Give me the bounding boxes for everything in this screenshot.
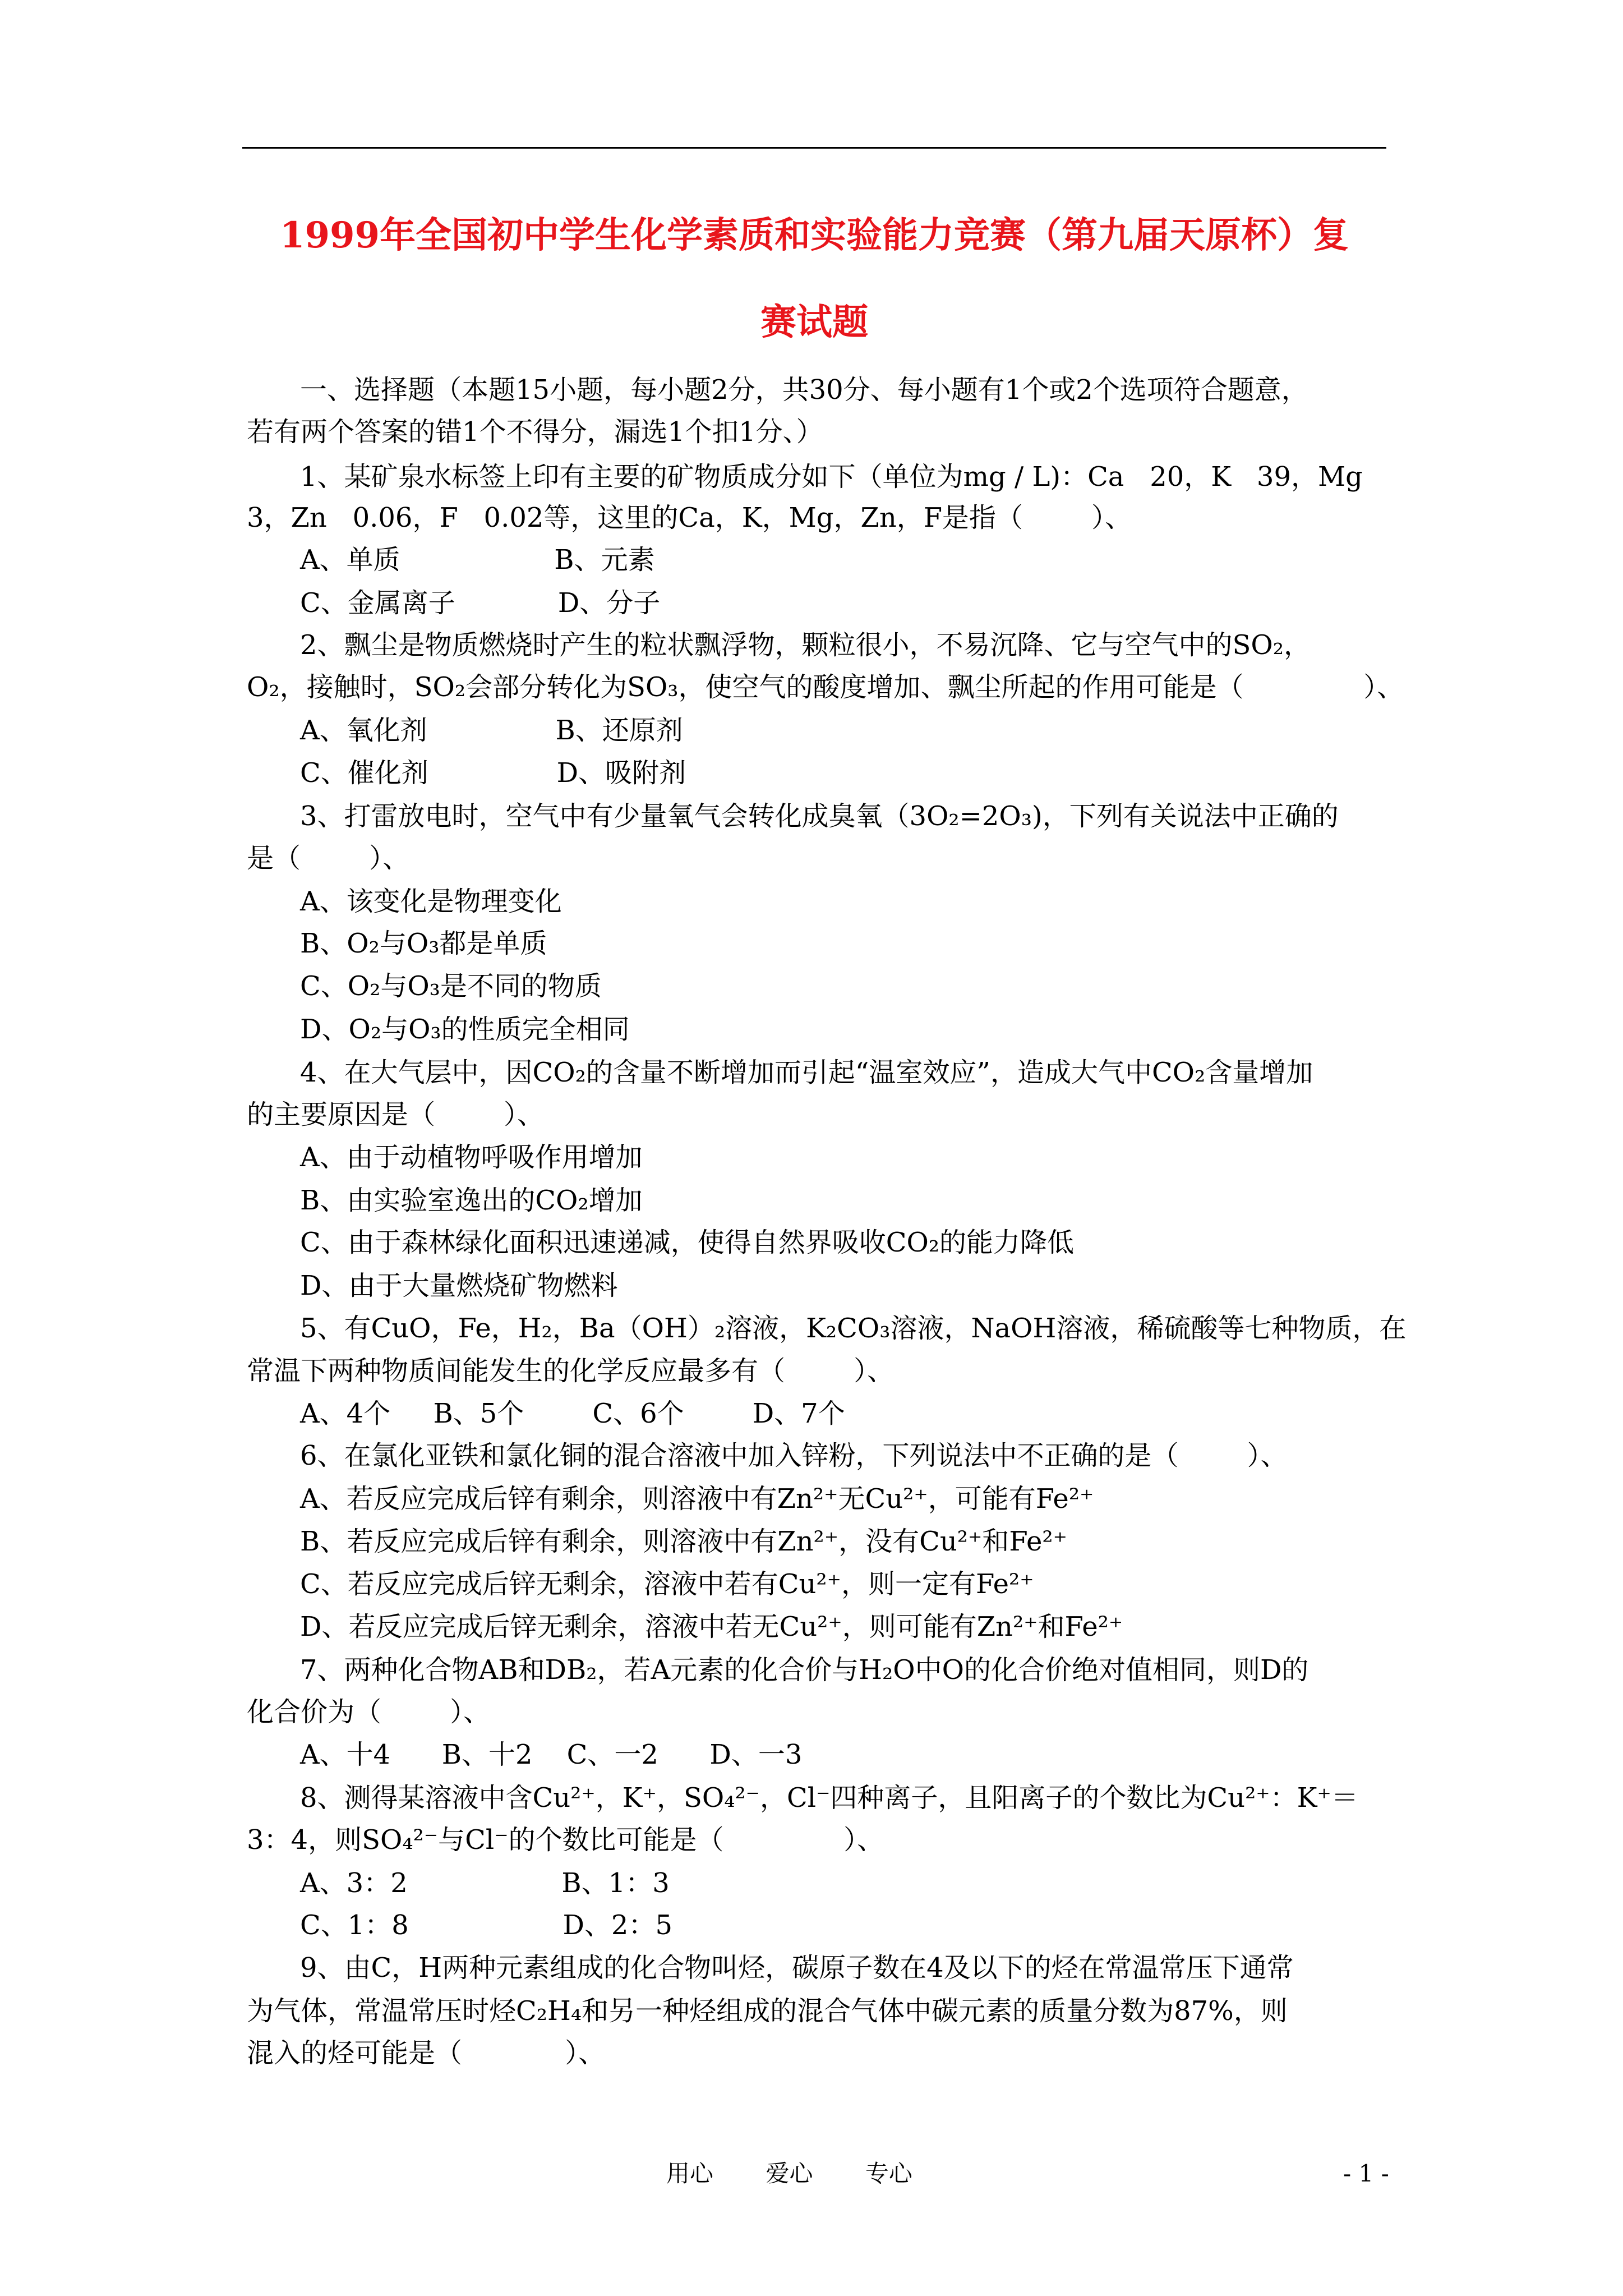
body-line: C、若反应完成后锌无剩余，溶液中若有Cu²⁺，则一定有Fe²⁺	[300, 1568, 1034, 1600]
body-line: 2、飘尘是物质燃烧时产生的粒状飘浮物，颗粒很小，不易沉降、它与空气中的SO₂，	[300, 629, 1311, 661]
body-line: D、O₂与O₃的性质完全相同	[300, 1014, 630, 1045]
body-line: A、由于动植物呼吸作用增加	[300, 1142, 643, 1173]
body-line: A、单质 B、元素	[300, 544, 655, 576]
body-line: A、氧化剂 B、还原剂	[300, 715, 683, 746]
body-line: C、催化剂 D、吸附剂	[300, 757, 686, 789]
body-line: C、由于森林绿化面积迅速递减，使得自然界吸收CO₂的能力降低	[300, 1227, 1075, 1258]
body-line: A、3：2 B、1：3	[300, 1867, 670, 1899]
body-line: C、O₂与O₃是不同的物质	[300, 970, 602, 1002]
body-line: A、十4 B、十2 C、一2 D、一3	[300, 1739, 803, 1770]
body-line: 为气体，常温常压时烃C₂H₄和另一种烃组成的混合气体中碳元素的质量分数为87%，则	[247, 1995, 1288, 2027]
body-line: 1、某矿泉水标签上印有主要的矿物质成分如下（单位为mg / L)：Ca 20，K 39，Mg	[300, 461, 1363, 493]
body-line: A、4个 B、5个 C、6个 D、7个	[300, 1398, 845, 1429]
body-line: 3，Zn 0.06，F 0.02等，这里的Ca，K，Mg，Zn，F是指（ ）、	[247, 502, 1132, 533]
body-line: 3：4，则SO₄²⁻与Cl⁻的个数比可能是（ ）、	[247, 1824, 884, 1856]
body-line: B、由实验室逸出的CO₂增加	[300, 1185, 643, 1216]
body-line: 4、在大气层中，因CO₂的含量不断增加而引起“温室效应”，造成大气中CO₂含量增加	[300, 1057, 1313, 1088]
body-line: D、由于大量燃烧矿物燃料	[300, 1270, 618, 1301]
document-title-line-2: 赛试题	[760, 301, 868, 343]
body-line: A、若反应完成后锌有剩余，则溶液中有Zn²⁺无Cu²⁺，可能有Fe²⁺	[300, 1483, 1094, 1515]
footer-motto: 用心 爱心 专心	[666, 2160, 912, 2187]
body-line: 的主要原因是（ ）、	[247, 1099, 545, 1130]
body-line: 5、有CuO，Fe，H₂，Ba（OH）₂溶液，K₂CO₃溶液，NaOH溶液，稀硫酸等七种物质，在	[300, 1313, 1407, 1344]
page-number: - 1 -	[1343, 2160, 1389, 2187]
header-rule	[242, 147, 1386, 149]
body-line: C、1：8 D、2：5	[300, 1910, 673, 1941]
body-line: 混入的烃可能是（ ）、	[247, 2037, 606, 2069]
body-line: 常温下两种物质间能发生的化学反应最多有（ ）、	[247, 1355, 895, 1387]
body-line: B、O₂与O₃都是单质	[300, 928, 547, 959]
body-line: 是（ ）、	[247, 843, 410, 874]
body-line: 一、选择题（本题15小题，每小题2分，共30分、每小题有1个或2个选项符合题意，	[300, 374, 1308, 406]
body-line: D、若反应完成后锌无剩余，溶液中若无Cu²⁺，则可能有Zn²⁺和Fe²⁺	[300, 1611, 1123, 1642]
body-line: 9、由C，H两种元素组成的化合物叫烃，碳原子数在4及以下的烃在常温常压下通常	[300, 1952, 1294, 1984]
body-line: C、金属离子 D、分子	[300, 587, 661, 619]
body-line: 7、两种化合物AB和DB₂，若A元素的化合价与H₂O中O的化合价绝对值相同，则D的	[300, 1654, 1309, 1686]
body-line: 8、测得某溶液中含Cu²⁺，K⁺，SO₄²⁻，Cl⁻四种离子，且阳离子的个数比为Cu²⁺：K⁺＝	[300, 1782, 1358, 1814]
body-line: A、该变化是物理变化	[300, 886, 562, 917]
body-line: 若有两个答案的错1个不得分，漏选1个扣1分、）	[247, 416, 823, 448]
body-line: 6、在氯化亚铁和氯化铜的混合溶液中加入锌粉，下列说法中不正确的是（ ）、	[300, 1440, 1288, 1471]
body-line: O₂，接触时，SO₂会部分转化为SO₃，使空气的酸度增加、飘尘所起的作用可能是（ ）、	[247, 671, 1404, 703]
document-title-line-1: 1999年全国初中学生化学素质和实验能力竞赛（第九届天原杯）复	[279, 214, 1349, 256]
body-line: 3、打雷放电时，空气中有少量氧气会转化成臭氧（3O₂=2O₃)，下列有关说法中正确的	[300, 800, 1339, 832]
body-line: 化合价为（ ）、	[247, 1696, 491, 1728]
body-line: B、若反应完成后锌有剩余，则溶液中有Zn²⁺，没有Cu²⁺和Fe²⁺	[300, 1526, 1068, 1557]
